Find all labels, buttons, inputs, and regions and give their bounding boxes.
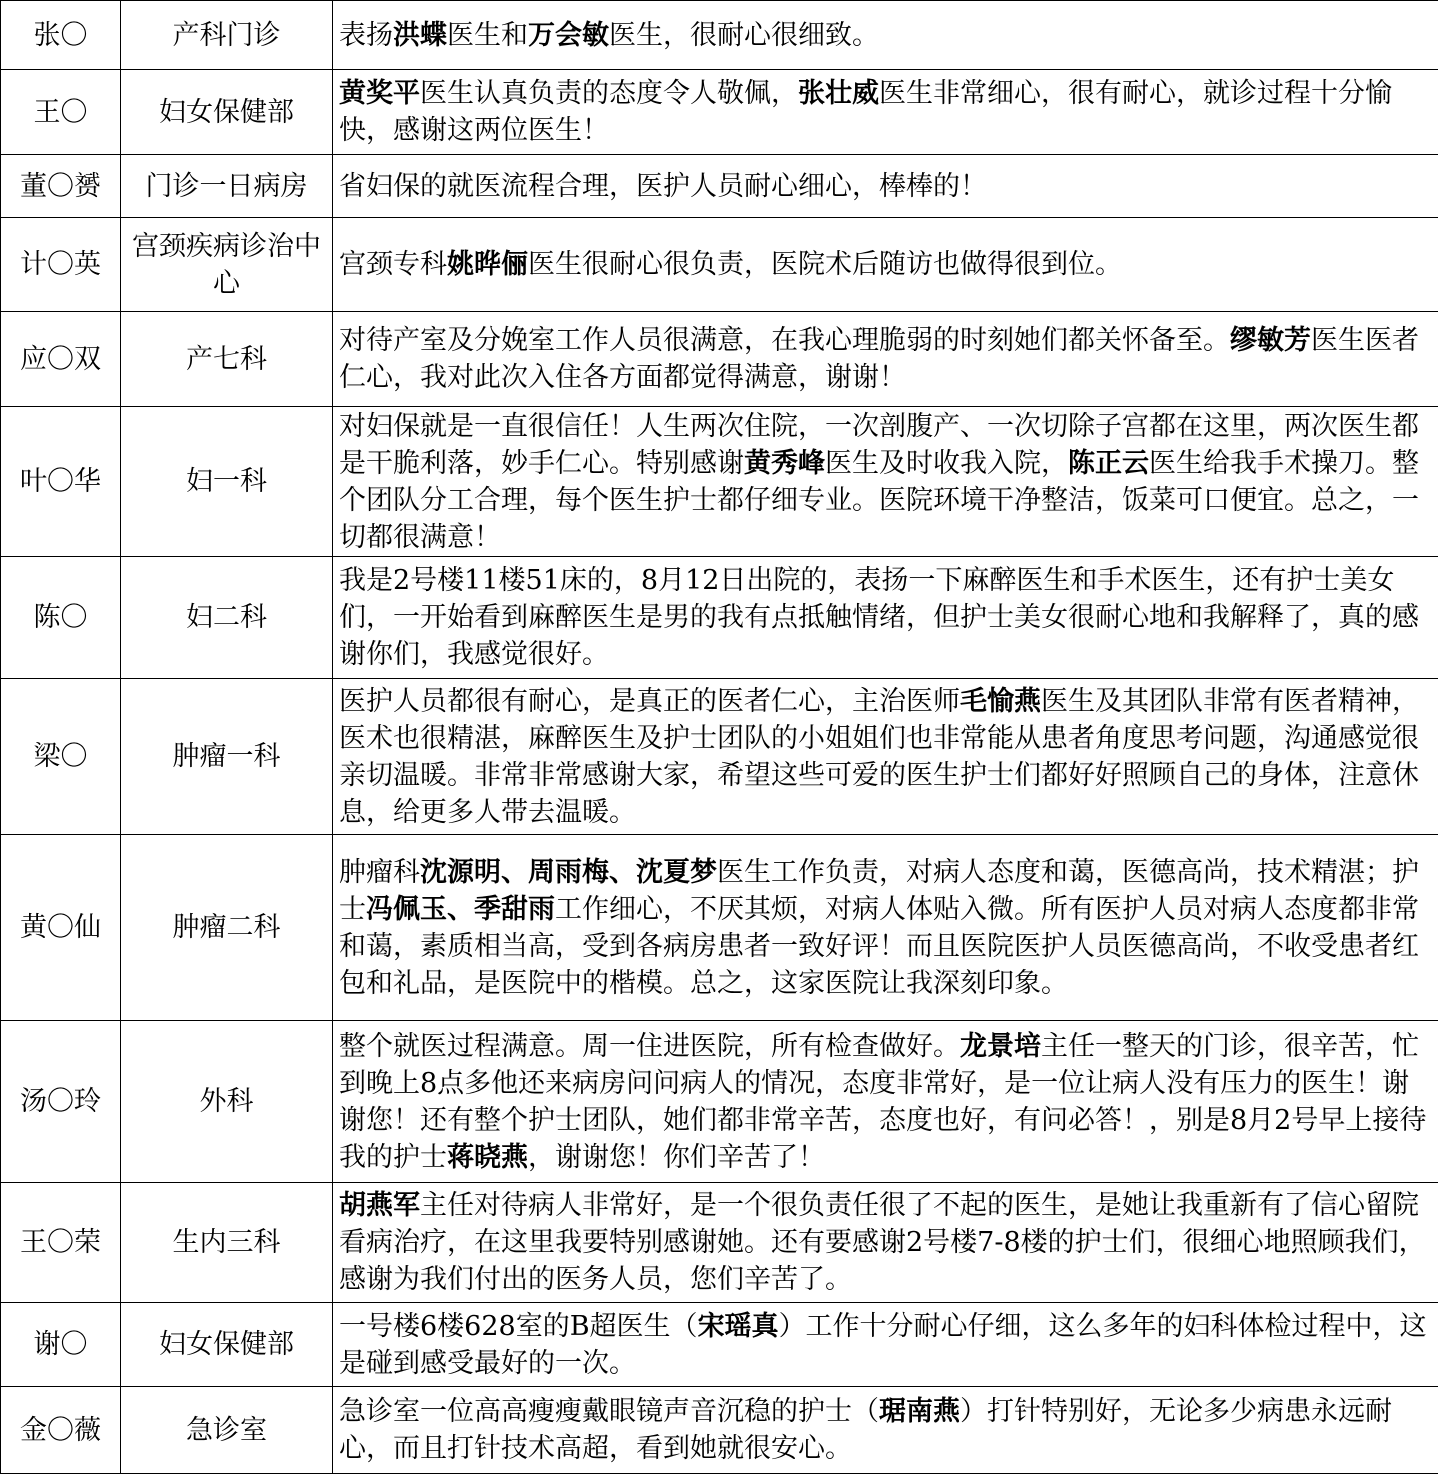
feedback-text-segment: 整个就医过程满意。周一住进医院，所有检查做好。 [339,1031,960,1062]
feedback-text-segment: 医生医者仁心，我对此次入住各方面都觉得满意，谢谢！ [339,325,1419,393]
patient-name-cell: 金〇薇 [1,1387,121,1474]
feedback-text-cell [333,835,1438,1021]
table-row [1,70,1438,155]
feedback-text-segment: 主任一整天的门诊，很辛苦，忙到晚上8点多他还来病房问问病人的情况，态度非常好，是一位让病人没有压力的医生！谢谢您！还有整个护士团队，她们都非常辛苦，态度也好，有问必答！，别是8月2号早上接待我的护士 [339,1031,1426,1173]
feedback-text-cell [333,218,1438,312]
table-row [1,1,1438,70]
department-cell: 产科门诊 [121,1,333,70]
table-row [1,835,1438,1021]
feedback-text-segment: 医生和 [447,20,528,51]
feedback-text-cell [333,1387,1438,1474]
department-cell: 产七科 [121,312,333,407]
table-row [1,1387,1438,1474]
feedback-text-cell [333,1303,1438,1387]
feedback-text-segment: 省妇保的就医流程合理，医护人员耐心细心，棒棒的！ [339,171,987,202]
table-row [1,1303,1438,1387]
staff-name-highlight: 胡燕军 [339,1190,420,1221]
patient-name-cell: 王〇荣 [1,1183,121,1303]
feedback-text-segment: 医生，很耐心很细致。 [609,20,879,51]
staff-name-highlight: 缪敏芳 [1230,325,1311,356]
patient-name-cell: 王〇 [1,70,121,155]
staff-name-highlight: 冯佩玉、季甜雨 [366,894,555,925]
staff-name-highlight: 毛愉燕 [960,686,1041,717]
table-row [1,218,1438,312]
feedback-table-body [1,1,1438,1474]
feedback-text-segment: 医生很耐心很负责，医院术后随访也做得很到位。 [528,249,1122,280]
feedback-text-segment: ）工作十分耐心仔细，这么多年的妇科体检过程中，这是碰到感受最好的一次。 [339,1311,1427,1379]
staff-name-highlight: 沈源明、周雨梅、沈夏梦 [420,857,717,888]
department-cell: 肿瘤一科 [121,679,333,835]
feedback-text-cell [333,70,1438,155]
feedback-text-segment: 对待产室及分娩室工作人员很满意，在我心理脆弱的时刻她们都关怀备至。 [339,325,1230,356]
patient-name-cell: 汤〇玲 [1,1021,121,1183]
feedback-text-segment: 医生非常细心，很有耐心，就诊过程十分愉快，感谢这两位医生！ [339,78,1392,146]
feedback-text-segment: 医生工作负责，对病人态度和蔼，医德高尚，技术精湛；护士 [339,857,1419,925]
patient-name-cell: 应〇双 [1,312,121,407]
feedback-text-cell [333,312,1438,407]
department-cell: 门诊一日病房 [121,155,333,218]
feedback-text-segment: 医生及时收我入院， [825,448,1068,479]
staff-name-highlight: 龙景培 [960,1031,1041,1062]
department-cell: 急诊室 [121,1387,333,1474]
feedback-text-segment: 肿瘤科 [339,857,420,888]
feedback-text-cell [333,679,1438,835]
patient-name-cell: 陈〇 [1,557,121,679]
patient-name-cell: 叶〇华 [1,407,121,557]
staff-name-highlight: 黄秀峰 [744,448,825,479]
staff-name-highlight: 宋瑶真 [698,1311,779,1342]
department-cell: 妇一科 [121,407,333,557]
patient-name-cell: 黄〇仙 [1,835,121,1021]
patient-name-cell: 计〇英 [1,218,121,312]
department-cell: 妇女保健部 [121,1303,333,1387]
feedback-text-cell [333,1183,1438,1303]
feedback-text-segment: 医护人员都很有耐心，是真正的医者仁心，主治医师 [339,686,960,717]
feedback-text-cell [333,557,1438,679]
feedback-text-cell [333,155,1438,218]
patient-name-cell: 梁〇 [1,679,121,835]
feedback-text-segment: 工作细心，不厌其烦，对病人体贴入微。所有医护人员对病人态度都非常和蔼，素质相当高，受到各病房患者一致好评！而且医院医护人员医德高尚，不收受患者红包和礼品，是医院中的楷模。总之，这家医院让我深刻印象。 [339,894,1419,999]
department-cell: 妇二科 [121,557,333,679]
staff-name-highlight: 姚晔俪 [447,249,528,280]
department-cell: 肿瘤二科 [121,835,333,1021]
staff-name-highlight: 陈正云 [1068,448,1149,479]
feedback-text-cell [333,407,1438,557]
feedback-text-segment: 医生及其团队非常有医者精神，医术也很精湛，麻醉医生及护士团队的小姐姐们也非常能从患者角度思考问题，沟通感觉很亲切温暖。非常非常感谢大家，希望这些可爱的医生护士们都好好照顾自己的身体，注意休息，给更多人带去温暖。 [339,686,1419,828]
staff-name-highlight: 张壮威 [798,78,879,109]
table-row [1,1021,1438,1183]
feedback-text-segment: 急诊室一位高高瘦瘦戴眼镜声音沉稳的护士（ [339,1396,879,1427]
staff-name-highlight: 万会敏 [528,20,609,51]
department-cell: 外科 [121,1021,333,1183]
feedback-text-segment: 主任对待病人非常好，是一个很负责任很了不起的医生，是她让我重新有了信心留院看病治疗，在这里我要特别感谢她。还有要感谢2号楼7-8楼的护士们，很细心地照顾我们，感谢为我们付出的医务人员，您们辛苦了。 [339,1190,1426,1295]
table-row [1,312,1438,407]
table-row [1,679,1438,835]
feedback-text-segment: 我是2号楼11楼51床的，8月12日出院的，表扬一下麻醉医生和手术医生，还有护士美女们，一开始看到麻醉医生是男的我有点抵触情绪，但护士美女很耐心地和我解释了，真的感谢你们，我感觉很好。 [339,565,1419,670]
table-row [1,557,1438,679]
feedback-text-segment: 宫颈专科 [339,249,447,280]
department-cell: 妇女保健部 [121,70,333,155]
patient-name-cell: 谢〇 [1,1303,121,1387]
staff-name-highlight: 黄奖平 [339,78,420,109]
staff-name-highlight: 蒋晓燕 [447,1142,528,1173]
feedback-text-segment: 一号楼6楼628室的B超医生（ [339,1311,698,1342]
feedback-text-cell [333,1,1438,70]
patient-name-cell: 董〇赟 [1,155,121,218]
table-row [1,1183,1438,1303]
feedback-text-segment: 医生认真负责的态度令人敬佩， [420,78,798,109]
feedback-text-segment: 医生给我手术操刀。整个团队分工合理，每个医生护士都仔细专业。医院环境干净整洁，饭菜可口便宜。总之，一切都很满意！ [339,448,1419,553]
table-row [1,407,1438,557]
feedback-text-segment: ，谢谢您！你们辛苦了！ [528,1142,825,1173]
feedback-text-segment: 表扬 [339,20,393,51]
table-row [1,155,1438,218]
patient-name-cell: 张〇 [1,1,121,70]
staff-name-highlight: 琚南燕 [879,1396,960,1427]
department-cell: 生内三科 [121,1183,333,1303]
staff-name-highlight: 洪蝶 [393,20,447,51]
feedback-text-cell [333,1021,1438,1183]
feedback-text-segment: ）打针特别好，无论多少病患永远耐心，而且打针技术高超，看到她就很安心。 [339,1396,1392,1464]
feedback-text-segment: 对妇保就是一直很信任！人生两次住院，一次剖腹产、一次切除子宫都在这里，两次医生都是干脆利落，妙手仁心。特别感谢 [339,411,1419,479]
department-cell: 宫颈疾病诊治中心 [121,218,333,312]
